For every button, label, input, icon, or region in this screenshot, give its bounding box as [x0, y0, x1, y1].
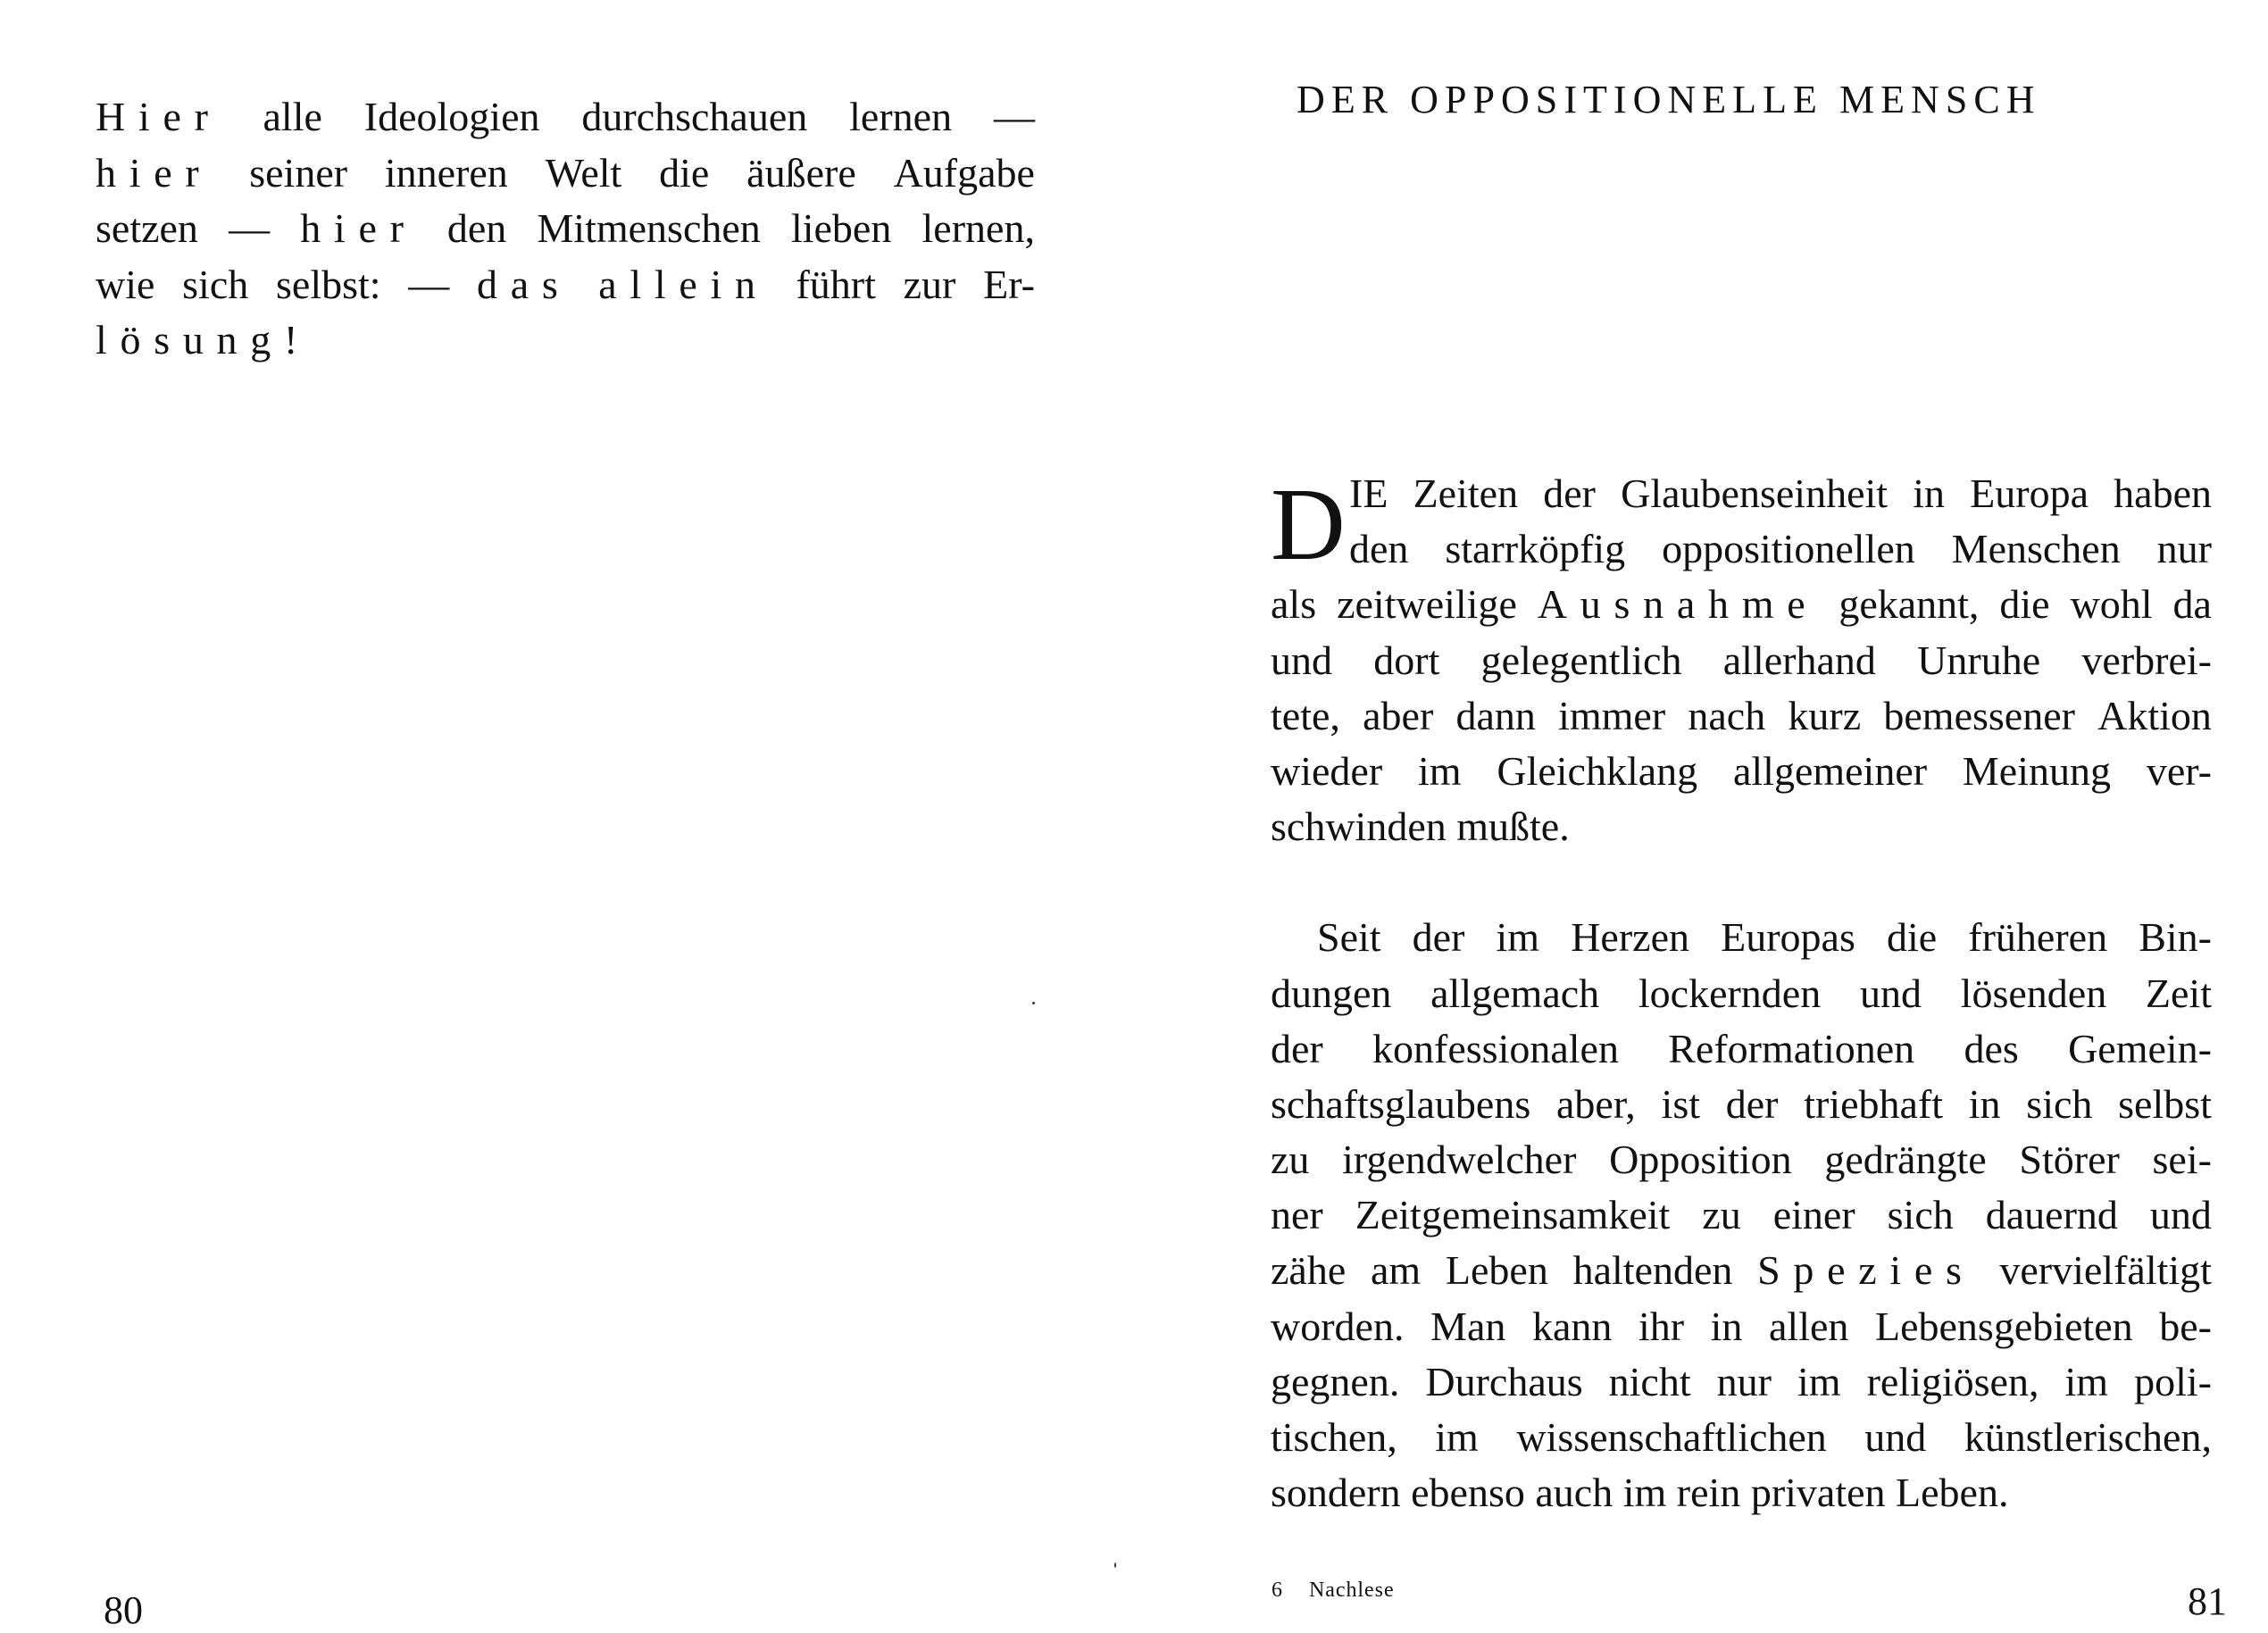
- word: Bin-: [2139, 914, 2212, 961]
- paper-speck: [1114, 1562, 1116, 1568]
- word: wissenschaftlichen: [1516, 1414, 1827, 1460]
- word: allerhand: [1722, 637, 1876, 683]
- word: —: [408, 261, 450, 307]
- word: tischen,: [1271, 1414, 1397, 1460]
- word: führt: [796, 261, 876, 307]
- word: gelegentlich: [1480, 637, 1682, 683]
- paragraph-1: [1271, 466, 2212, 854]
- word: schwinden: [1271, 804, 1447, 850]
- word: wie: [96, 261, 155, 307]
- word: wieder: [1271, 747, 1383, 794]
- word: Seit: [1317, 914, 1381, 961]
- word: allgemeiner: [1732, 747, 1928, 794]
- text-line: [1271, 799, 2212, 854]
- word: ist: [1661, 1080, 1701, 1127]
- word: zu: [1271, 1137, 1310, 1183]
- word: dungen: [1271, 970, 1392, 1016]
- word: aber: [1363, 692, 1434, 738]
- word: selbst:: [276, 261, 381, 307]
- word: allein: [598, 261, 769, 307]
- word: lieben: [790, 205, 892, 251]
- word: im: [1417, 747, 1462, 794]
- text-line: [1271, 1021, 2212, 1077]
- word: in: [1968, 1080, 2001, 1127]
- word: tete,: [1271, 692, 1340, 738]
- text-line: [1271, 466, 2212, 521]
- word: in: [1710, 1303, 1743, 1349]
- word: setzen: [96, 205, 198, 251]
- word: wohl: [2070, 581, 2153, 628]
- word: zu: [1702, 1192, 1741, 1238]
- word: Aktion: [2097, 692, 2212, 738]
- chapter-title: DER OPPOSITIONELLE MENSCH: [1297, 78, 2041, 121]
- word: Reformationen: [1668, 1025, 1915, 1071]
- word: die: [1999, 581, 2050, 628]
- word: lösenden: [1960, 970, 2107, 1016]
- word: bemessener: [1883, 692, 2075, 738]
- text-line: [1271, 966, 2212, 1021]
- word: im: [2064, 1358, 2109, 1404]
- text-line: [1271, 1354, 2212, 1410]
- word: Ideologien: [363, 94, 540, 139]
- word: den: [446, 205, 507, 251]
- word: und: [2149, 1192, 2212, 1238]
- left-page: [0, 0, 1134, 1632]
- word: Hier: [96, 94, 221, 139]
- word: durchschauen: [581, 94, 808, 139]
- word: allgemach: [1430, 970, 1600, 1016]
- word: Durchaus: [1425, 1358, 1583, 1404]
- word: auch: [1535, 1470, 1613, 1516]
- word: Man: [1430, 1303, 1506, 1349]
- word: im: [1435, 1414, 1479, 1460]
- word: gedrängte: [1824, 1137, 1987, 1183]
- word: Welt: [545, 149, 622, 196]
- word: gegnen.: [1271, 1358, 1400, 1404]
- text-line: [1271, 1132, 2212, 1187]
- word: sei-: [2152, 1137, 2212, 1183]
- word: dort: [1373, 637, 1440, 683]
- word: Meinung: [1962, 747, 2111, 794]
- text-line: [96, 312, 1035, 369]
- word: Gleichklang: [1497, 747, 1698, 794]
- text-line: [1271, 1410, 2212, 1465]
- word: triebhaft: [1804, 1080, 1944, 1127]
- word: inneren: [384, 149, 508, 196]
- word: schaftsglaubens: [1271, 1080, 1531, 1127]
- word: ver-: [2146, 747, 2212, 794]
- word: lockernden: [1638, 970, 1822, 1016]
- text-line: [1271, 577, 2212, 632]
- word: das: [477, 261, 571, 307]
- word: Europas: [1721, 914, 1855, 961]
- word: haltenden: [1572, 1247, 1733, 1294]
- word: den: [1349, 526, 1409, 572]
- signature-mark: [1272, 1579, 1395, 1603]
- left-page-text: [96, 89, 1035, 369]
- drop-cap: D: [1271, 468, 1346, 582]
- word: früheren: [1968, 914, 2108, 961]
- word: immer: [1558, 692, 1666, 738]
- word: im: [1797, 1358, 1841, 1404]
- word: und: [1271, 637, 1332, 683]
- word: Glaubenseinheit: [1621, 471, 1889, 516]
- word: mußte.: [1456, 804, 1570, 850]
- word: und: [1864, 1414, 1927, 1460]
- word: selbst: [2118, 1080, 2212, 1127]
- word: Lebensgebieten: [1874, 1303, 2133, 1349]
- word: Störer: [2019, 1137, 2120, 1183]
- word: hier: [96, 149, 213, 196]
- text-line: [1271, 1465, 2212, 1521]
- word: alle: [263, 94, 322, 139]
- word: im: [1622, 1470, 1667, 1516]
- word: der: [1543, 471, 1596, 516]
- word: kurz: [1788, 692, 1862, 738]
- text-line: [1271, 688, 2212, 744]
- text-line: [1271, 1187, 2212, 1243]
- word: rein: [1676, 1470, 1741, 1516]
- word: Herzen: [1571, 914, 1689, 961]
- word: der: [1725, 1080, 1779, 1127]
- word: vervielfältigt: [1999, 1247, 2212, 1294]
- word: in: [1913, 471, 1945, 516]
- word: Leben: [1445, 1247, 1548, 1294]
- page-number-right: 81: [2188, 1579, 2227, 1623]
- word: der: [1412, 914, 1465, 961]
- word: sich: [2026, 1080, 2093, 1127]
- text-line: [1271, 910, 2212, 965]
- word: da: [2172, 581, 2212, 628]
- word: ihr: [1638, 1303, 1685, 1349]
- word: Aufgabe: [893, 149, 1035, 196]
- word: die: [659, 149, 710, 196]
- word: Europa: [1970, 471, 2089, 516]
- word: worden.: [1271, 1303, 1405, 1349]
- word: Er-: [983, 261, 1035, 307]
- word: künstlerischen,: [1964, 1414, 2212, 1460]
- word: Gemein-: [2068, 1025, 2212, 1071]
- signature-number: 6: [1272, 1579, 1283, 1602]
- word: Leben.: [1896, 1470, 2009, 1516]
- word: zähe: [1271, 1247, 1347, 1294]
- word: hier: [300, 205, 417, 251]
- text-line: [1271, 1299, 2212, 1354]
- word: lösung!: [96, 317, 312, 362]
- word: poli-: [2134, 1358, 2212, 1404]
- word: nur: [1716, 1358, 1772, 1404]
- word: gekannt,: [1839, 581, 1980, 628]
- right-page: [1134, 0, 2268, 1625]
- signature-title: Nachlese: [1308, 1579, 1395, 1602]
- word: verbrei-: [2081, 637, 2212, 683]
- word: ebenso: [1411, 1470, 1525, 1516]
- word: Menschen: [1951, 526, 2121, 572]
- word: irgendwelcher: [1342, 1137, 1577, 1183]
- word: und: [1859, 970, 1922, 1016]
- word: als: [1271, 581, 1317, 628]
- text-line: [96, 257, 1035, 313]
- word: Opposition: [1609, 1137, 1792, 1183]
- word: die: [1886, 914, 1938, 961]
- text-line: [1271, 1243, 2212, 1298]
- word: Zeit: [2145, 970, 2212, 1016]
- word: ner: [1271, 1192, 1323, 1238]
- word: der: [1271, 1025, 1323, 1071]
- word: des: [1964, 1025, 2019, 1071]
- word: Mitmenschen: [537, 205, 761, 251]
- page-number-left: 80: [104, 1588, 143, 1632]
- word: zeitweilige: [1337, 581, 1517, 628]
- word: konfessionalen: [1372, 1025, 1619, 1071]
- word: oppositionellen: [1662, 526, 1915, 572]
- word: am: [1370, 1247, 1422, 1294]
- text-line: [96, 201, 1035, 257]
- word: dauernd: [1985, 1192, 2118, 1238]
- word: starrköpfig: [1445, 526, 1626, 572]
- text-line: [96, 89, 1035, 146]
- word: sondern: [1271, 1470, 1401, 1516]
- word: Zeitgemeinsamkeit: [1355, 1192, 1671, 1238]
- text-line: [1271, 1077, 2212, 1132]
- word: lernen,: [921, 205, 1035, 251]
- paper-speck: [1032, 1002, 1035, 1004]
- word: Ausnahme: [1537, 581, 1819, 628]
- text-line: [96, 146, 1035, 202]
- word: lernen: [849, 94, 953, 139]
- word: religiösen,: [1866, 1358, 2039, 1404]
- word: Unruhe: [1917, 637, 2041, 683]
- text-line: [1271, 744, 2212, 799]
- word: —: [229, 205, 271, 251]
- word: dann: [1455, 692, 1536, 738]
- right-page-text: [1271, 466, 2212, 1521]
- word: sich: [182, 261, 249, 307]
- word: Spezies: [1757, 1247, 1975, 1294]
- word: allen: [1769, 1303, 1849, 1349]
- word: zur: [903, 261, 956, 307]
- word: nicht: [1608, 1358, 1691, 1404]
- text-line: [1271, 521, 2212, 577]
- word: haben: [2114, 471, 2212, 516]
- word: im: [1496, 914, 1540, 961]
- word: sich: [1887, 1192, 1954, 1238]
- word: be-: [2159, 1303, 2212, 1349]
- word: einer: [1772, 1192, 1855, 1238]
- word: äußere: [746, 149, 856, 196]
- paragraph-2: [1271, 910, 2212, 1521]
- word: nach: [1688, 692, 1766, 738]
- word: —: [993, 94, 1035, 139]
- word: IE: [1349, 471, 1388, 516]
- word: Zeiten: [1413, 471, 1519, 516]
- word: aber,: [1556, 1080, 1636, 1127]
- word: seiner: [249, 149, 348, 196]
- word: privaten: [1750, 1470, 1886, 1516]
- text-line: [1271, 633, 2212, 688]
- word: kann: [1531, 1303, 1613, 1349]
- word: nur: [2156, 526, 2212, 572]
